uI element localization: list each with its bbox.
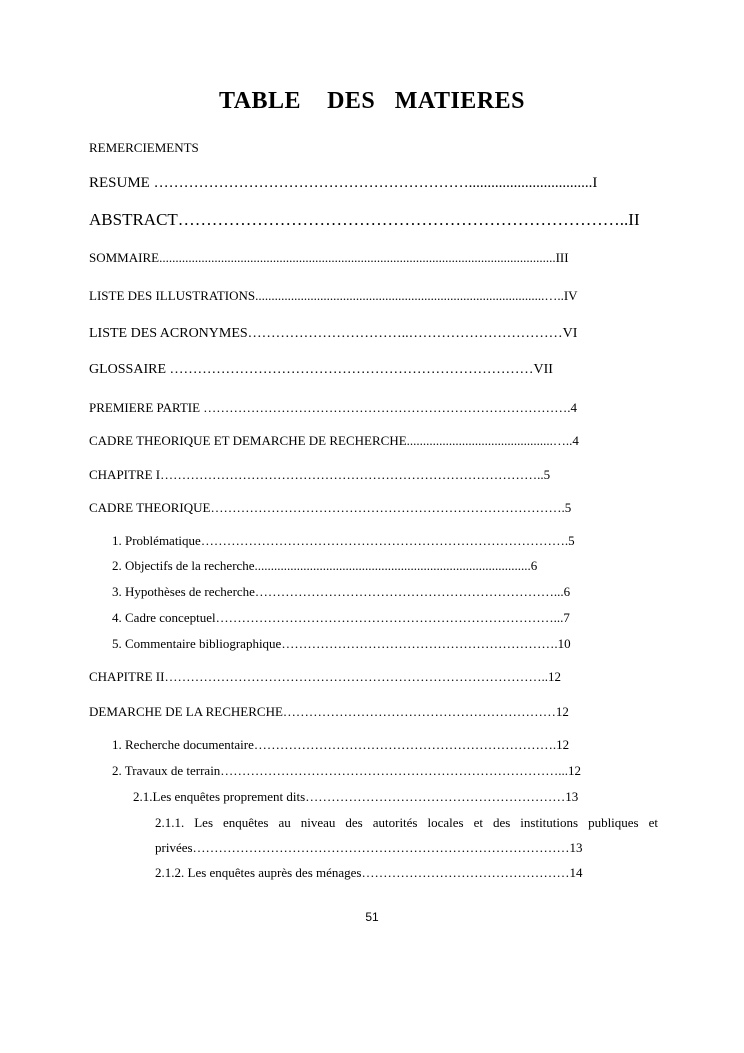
toc-entry-enquetes-menages: 2.1.2. Les enquêtes auprès des ménages…………………………………………14 <box>155 865 583 880</box>
toc-entry-sommaire: SOMMAIRE..........................................................................................................................III <box>89 250 569 265</box>
toc-entry-cadre-conceptuel: 4. Cadre conceptuel……………………………………………………………………...7 <box>112 610 570 625</box>
toc-entry-liste-acronymes: LISTE DES ACRONYMES……………………………..……………………………VI <box>89 326 578 341</box>
page-title: TABLE DES MATIERES <box>218 88 525 114</box>
toc-entry-enquetes-autorites: 2.1.1. Les enquêtes au niveau des autorités locales et des institutions publiques et <box>155 815 658 830</box>
toc-entry-remerciements: REMERCIEMENTS <box>89 140 199 155</box>
toc-entry-abstract: ABSTRACT……………………………………………………………………..II <box>89 210 640 229</box>
toc-entry-enquetes: 2.1.Les enquêtes proprement dits……………………………………………………13 <box>133 789 579 804</box>
toc-entry-objectifs: 2. Objectifs de la recherche.....................................................................................6 <box>112 558 538 573</box>
toc-entry-enquetes-autorites-cont: privées……………………………………………………………………………13 <box>155 840 583 855</box>
toc-entry-cadre-theorique-demarche: CADRE THEORIQUE ET DEMARCHE DE RECHERCHE.............................................…..4 <box>89 433 579 448</box>
toc-entry-chapitre-1: CHAPITRE I……………………………………………………………………………..5 <box>89 467 551 482</box>
toc-entry-commentaire: 5. Commentaire bibliographique……………………………………………………….10 <box>112 636 571 651</box>
toc-entry-problematique: 1. Problématique………………………………………………………………………….5 <box>112 533 575 548</box>
toc-entry-premiere-partie: PREMIERE PARTIE ………………………………………………………………………….4 <box>89 400 578 415</box>
toc-entry-cadre-theorique: CADRE THEORIQUE……………………………………………………………………….5 <box>89 500 572 515</box>
toc-entry-demarche: DEMARCHE DE LA RECHERCHE………………………………………………………12 <box>89 704 569 719</box>
toc-entry-travaux-terrain: 2. Travaux de terrain……………………………………………………………………...12 <box>112 763 582 778</box>
toc-entry-recherche-documentaire: 1. Recherche documentaire…………………………………………………………….12 <box>112 737 570 752</box>
toc-entry-liste-illustrations: LISTE DES ILLUSTRATIONS.........................................................................................…..IV <box>89 288 578 303</box>
toc-entry-chapitre-2: CHAPITRE II……………………………………………………………………………..12 <box>89 669 561 684</box>
toc-entry-resume: RESUME ……………………………………………………….................................I <box>89 175 598 191</box>
page-number: 51 <box>365 910 379 924</box>
toc-entry-glossaire: GLOSSAIRE ……………………………………………………………………VII <box>89 362 553 377</box>
toc-entry-hypotheses: 3. Hypothèses de recherche……………………………………………………………...6 <box>112 584 571 599</box>
